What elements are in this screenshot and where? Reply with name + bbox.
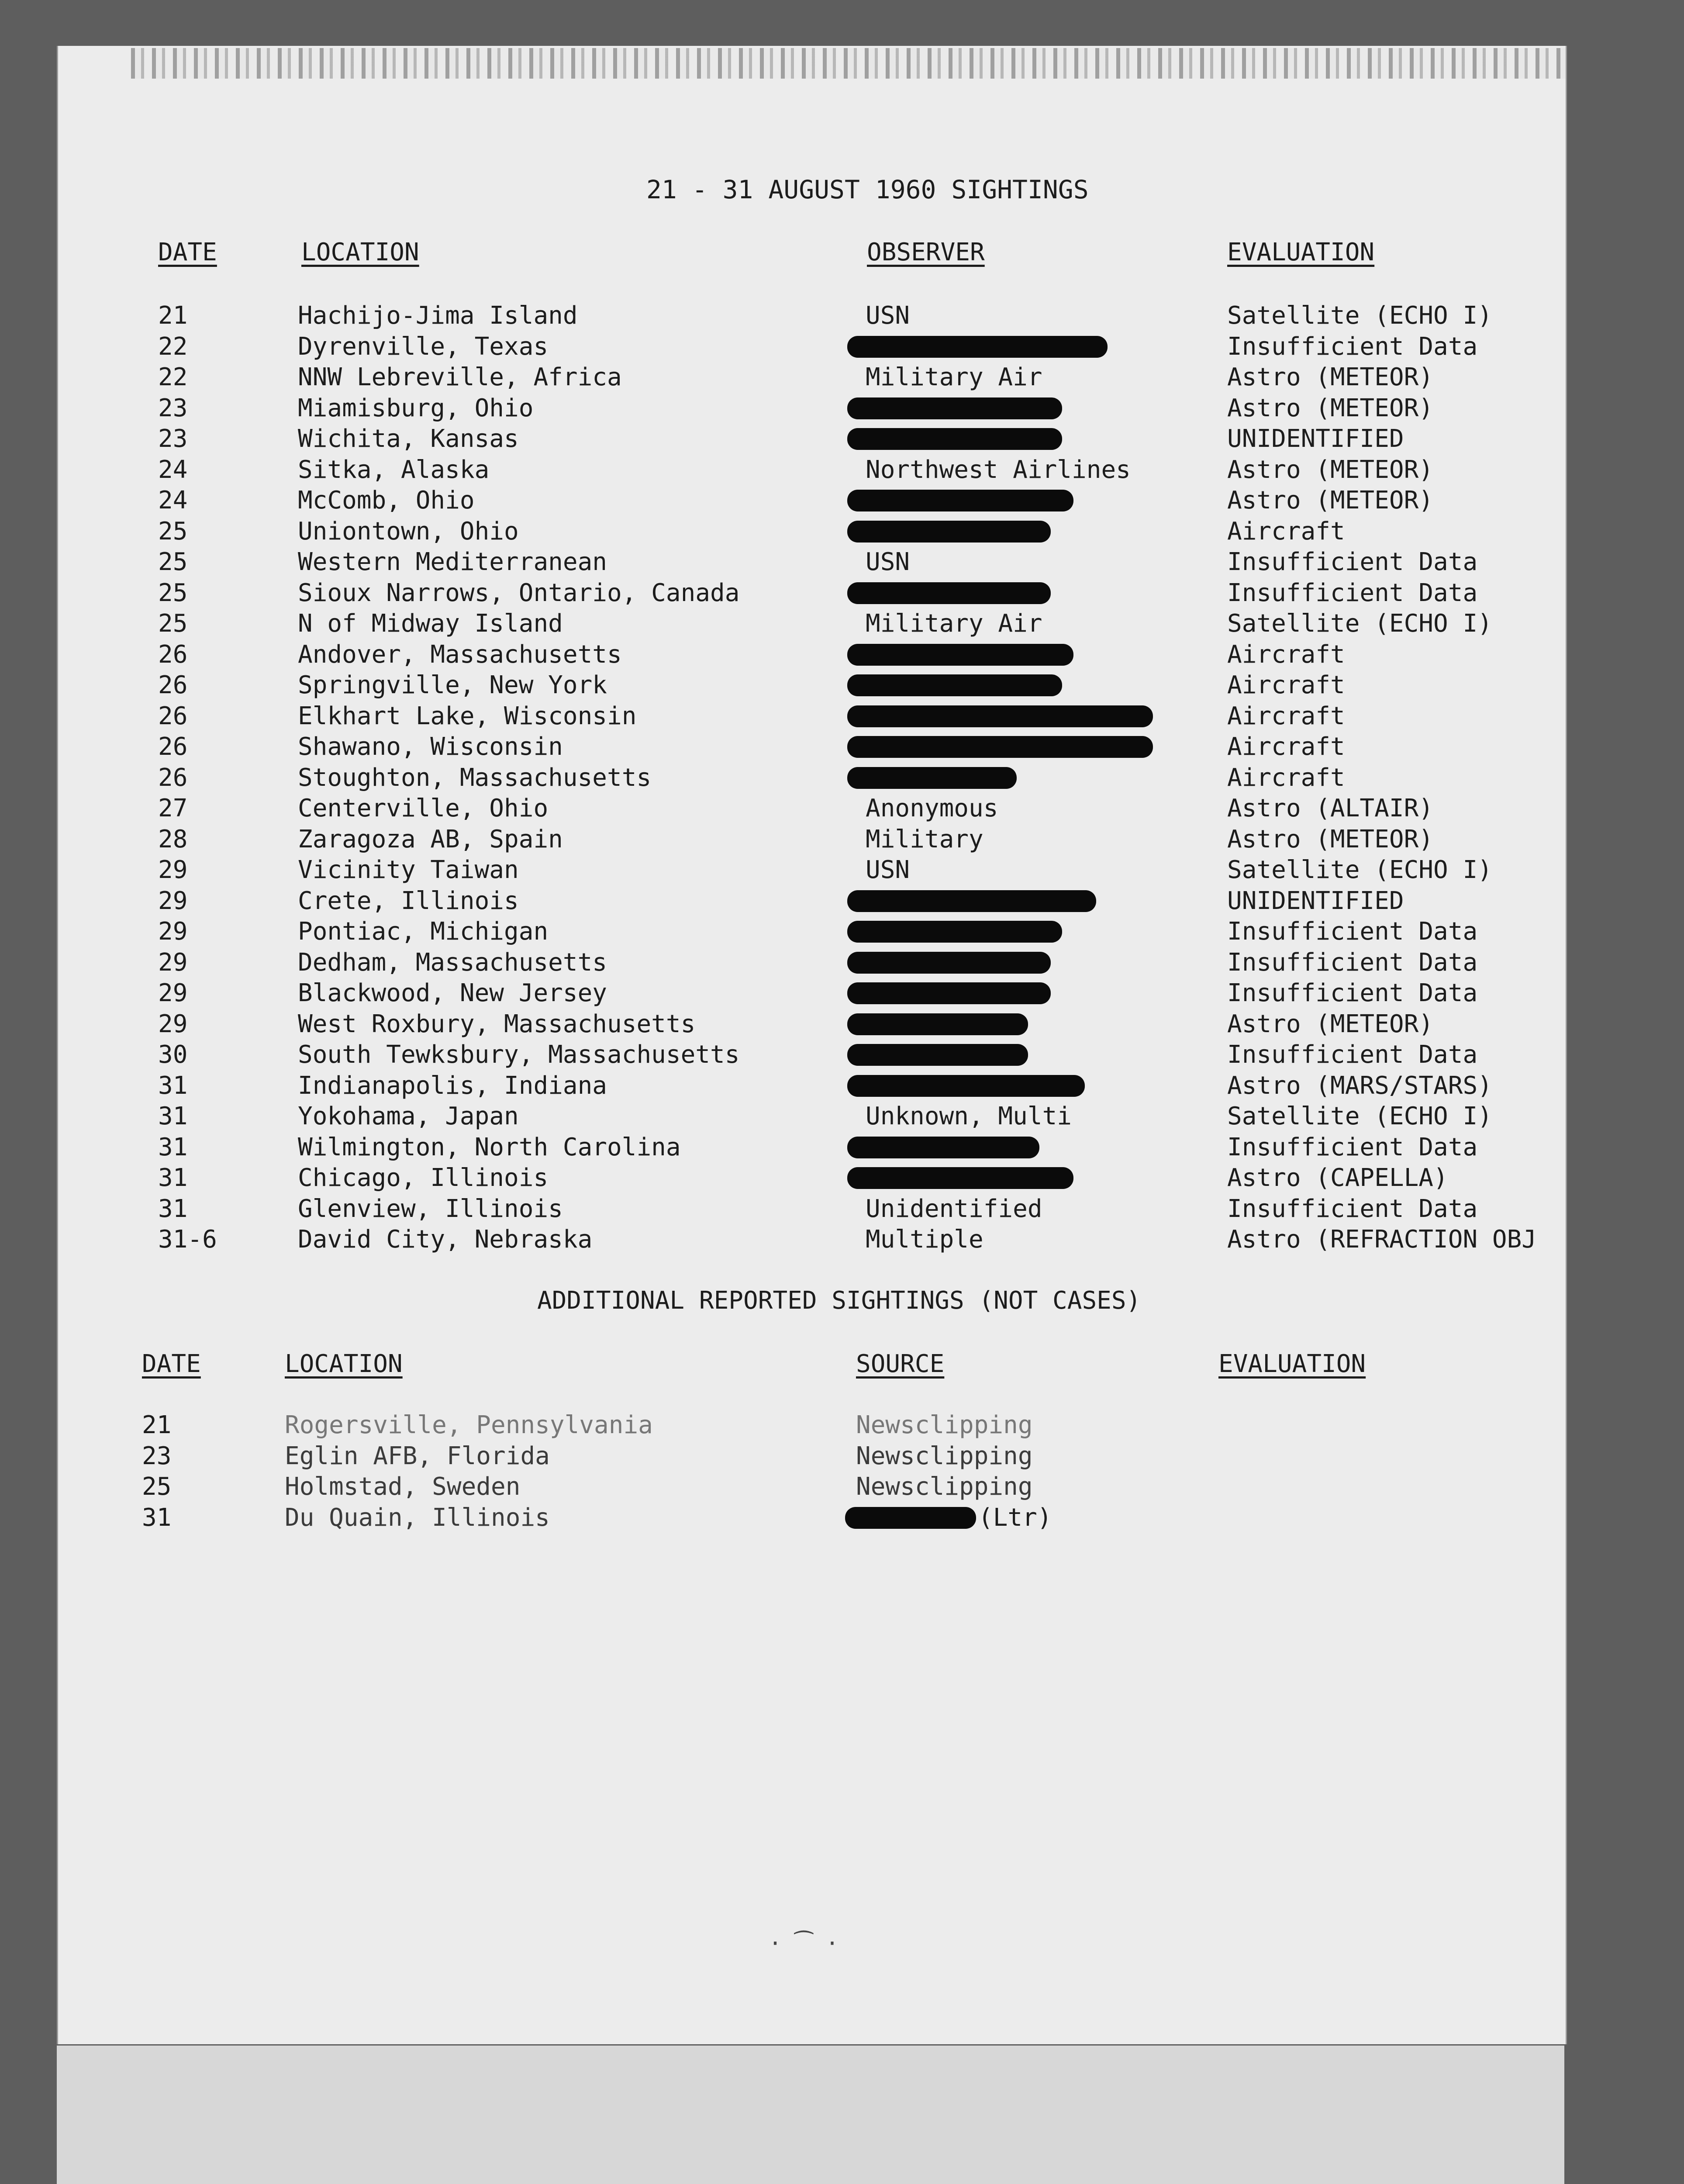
- row-evaluation: Aircraft: [1227, 702, 1345, 730]
- row-date: 31-6: [158, 1225, 217, 1254]
- redaction-bar: [847, 397, 1062, 419]
- table-row: [0, 702, 1684, 733]
- additional-location: Rogersville, Pennsylvania: [285, 1411, 653, 1439]
- row-evaluation: Insufficient Data: [1227, 979, 1478, 1007]
- table-row: [0, 1225, 1684, 1256]
- row-evaluation: Insufficient Data: [1227, 578, 1478, 607]
- row-evaluation: Aircraft: [1227, 671, 1345, 699]
- row-location: Western Mediterranean: [298, 548, 607, 576]
- additional-location: Holmstad, Sweden: [285, 1472, 521, 1501]
- table-row: [0, 671, 1684, 702]
- row-location: Hachijo-Jima Island: [298, 301, 578, 330]
- row-evaluation: Insufficient Data: [1227, 948, 1478, 977]
- row-location: Dedham, Massachusetts: [298, 948, 607, 977]
- redaction-bar: [847, 582, 1051, 604]
- row-location: Dyrenville, Texas: [298, 332, 549, 361]
- row-observer: USN: [866, 856, 910, 884]
- row-location: McComb, Ohio: [298, 486, 475, 515]
- row-location: Andover, Massachusetts: [298, 640, 622, 669]
- row-evaluation: Astro (METEOR): [1227, 363, 1434, 391]
- row-location: Centerville, Ohio: [298, 794, 549, 822]
- row-evaluation: Astro (REFRACTION OBJ: [1227, 1225, 1537, 1254]
- redaction-bar: [845, 1507, 976, 1529]
- header-evaluation: EVALUATION: [1227, 238, 1375, 266]
- row-date: 27: [158, 794, 188, 822]
- row-observer: Multiple: [866, 1225, 983, 1254]
- row-evaluation: Astro (METEOR): [1227, 455, 1434, 484]
- table-row: [0, 609, 1684, 640]
- row-location: Glenview, Illinois: [298, 1194, 563, 1223]
- row-date: 29: [158, 1009, 188, 1038]
- row-evaluation: Satellite (ECHO I): [1227, 301, 1492, 330]
- header-observer: OBSERVER: [867, 238, 985, 266]
- row-observer: Unidentified: [866, 1194, 1042, 1223]
- row-evaluation: Insufficient Data: [1227, 1194, 1478, 1223]
- additional-source: Newsclipping: [856, 1441, 1033, 1470]
- additional-date: 23: [142, 1441, 172, 1470]
- table-row: [0, 1195, 1684, 1225]
- redaction-bar: [847, 1044, 1028, 1066]
- row-date: 21: [158, 301, 188, 330]
- row-location: Shawano, Wisconsin: [298, 733, 563, 761]
- row-location: Blackwood, New Jersey: [298, 979, 607, 1007]
- table-row: [0, 332, 1684, 363]
- table-row: [0, 979, 1684, 1009]
- row-evaluation: Astro (ALTAIR): [1227, 794, 1434, 822]
- table-row: [0, 394, 1684, 425]
- table-row: [0, 640, 1684, 671]
- add-header-date: DATE: [142, 1350, 201, 1378]
- row-date: 29: [158, 856, 188, 884]
- row-date: 29: [158, 886, 188, 915]
- row-date: 31: [158, 1164, 188, 1192]
- row-evaluation: Insufficient Data: [1227, 1133, 1478, 1161]
- row-location: South Tewksbury, Massachusetts: [298, 1040, 740, 1069]
- row-location: Stoughton, Massachusetts: [298, 763, 652, 792]
- row-location: West Roxbury, Massachusetts: [298, 1009, 696, 1038]
- table-row: [0, 301, 1684, 332]
- row-evaluation: Astro (METEOR): [1227, 486, 1434, 515]
- row-date: 22: [158, 363, 188, 391]
- row-evaluation: Aircraft: [1227, 733, 1345, 761]
- page-mark: · ⁀ ·: [769, 1931, 839, 1956]
- row-date: 22: [158, 332, 188, 361]
- additional-row: [0, 1503, 1684, 1534]
- row-date: 31: [158, 1194, 188, 1223]
- additional-location: Du Quain, Illinois: [285, 1503, 550, 1532]
- row-evaluation: Satellite (ECHO I): [1227, 1102, 1492, 1130]
- table-row: [0, 1010, 1684, 1040]
- redaction-bar: [847, 428, 1062, 450]
- scan-noise: [131, 48, 1566, 79]
- table-row: [0, 794, 1684, 825]
- row-date: 29: [158, 979, 188, 1007]
- row-location: Zaragoza AB, Spain: [298, 825, 563, 854]
- row-location: David City, Nebraska: [298, 1225, 593, 1254]
- row-date: 25: [158, 517, 188, 546]
- row-location: NNW Lebreville, Africa: [298, 363, 622, 391]
- row-evaluation: Aircraft: [1227, 517, 1345, 546]
- row-evaluation: Insufficient Data: [1227, 1040, 1478, 1069]
- table-row: [0, 948, 1684, 979]
- table-row: [0, 456, 1684, 486]
- redaction-bar: [847, 952, 1051, 974]
- row-date: 23: [158, 394, 188, 422]
- redaction-bar: [847, 921, 1062, 943]
- row-observer: Military Air: [866, 609, 1042, 638]
- row-evaluation: Astro (METEOR): [1227, 825, 1434, 854]
- row-date: 29: [158, 948, 188, 977]
- row-location: Pontiac, Michigan: [298, 917, 549, 946]
- row-observer: Anonymous: [866, 794, 998, 822]
- row-date: 29: [158, 917, 188, 946]
- additional-date: 31: [142, 1503, 172, 1532]
- row-evaluation: Astro (METEOR): [1227, 394, 1434, 422]
- row-evaluation: UNIDENTIFIED: [1227, 425, 1404, 453]
- row-date: 28: [158, 825, 188, 854]
- table-row: [0, 425, 1684, 455]
- row-observer: Northwest Airlines: [866, 455, 1131, 484]
- redaction-bar: [847, 521, 1051, 543]
- table-row: [0, 764, 1684, 794]
- row-location: Springville, New York: [298, 671, 607, 699]
- row-date: 23: [158, 425, 188, 453]
- add-header-source: SOURCE: [856, 1350, 945, 1378]
- header-date: DATE: [158, 238, 217, 266]
- row-evaluation: Satellite (ECHO I): [1227, 856, 1492, 884]
- additional-date: 25: [142, 1472, 172, 1501]
- redaction-bar: [847, 674, 1062, 696]
- table-row: [0, 517, 1684, 548]
- redaction-bar: [847, 490, 1073, 511]
- redaction-bar: [847, 890, 1096, 912]
- additional-location: Eglin AFB, Florida: [285, 1441, 550, 1470]
- table-row: [0, 1102, 1684, 1133]
- row-location: Vicinity Taiwan: [298, 856, 519, 884]
- additional-row: [0, 1411, 1684, 1441]
- redaction-bar: [847, 1013, 1028, 1035]
- table-row: [0, 486, 1684, 517]
- row-evaluation: Insufficient Data: [1227, 917, 1478, 946]
- table-row: [0, 548, 1684, 578]
- row-date: 26: [158, 702, 188, 730]
- row-observer: USN: [866, 301, 910, 330]
- row-evaluation: Astro (MARS/STARS): [1227, 1071, 1492, 1100]
- table-row: [0, 1164, 1684, 1194]
- row-evaluation: Satellite (ECHO I): [1227, 609, 1492, 638]
- row-date: 25: [158, 578, 188, 607]
- row-observer: Unknown, Multi: [866, 1102, 1072, 1130]
- row-observer: Military: [866, 825, 983, 854]
- table-row: [0, 733, 1684, 763]
- table-row: [0, 1133, 1684, 1164]
- table-row: [0, 887, 1684, 917]
- redaction-bar: [847, 736, 1153, 758]
- row-location: Sitka, Alaska: [298, 455, 490, 484]
- table-row: [0, 1040, 1684, 1071]
- additional-source: Newsclipping: [856, 1411, 1033, 1439]
- row-evaluation: Aircraft: [1227, 640, 1345, 669]
- row-location: N of Midway Island: [298, 609, 563, 638]
- redaction-bar: [847, 644, 1073, 666]
- redaction-bar: [847, 336, 1108, 358]
- additional-row: [0, 1472, 1684, 1503]
- page-title: 21 - 31 AUGUST 1960 SIGHTINGS: [646, 175, 1089, 204]
- row-date: 24: [158, 455, 188, 484]
- row-date: 31: [158, 1071, 188, 1100]
- additional-date: 21: [142, 1411, 172, 1439]
- header-location: LOCATION: [301, 238, 419, 266]
- add-header-evaluation: EVALUATION: [1218, 1350, 1366, 1378]
- row-date: 25: [158, 609, 188, 638]
- row-date: 26: [158, 763, 188, 792]
- add-header-location: LOCATION: [285, 1350, 403, 1378]
- row-date: 31: [158, 1102, 188, 1130]
- row-date: 25: [158, 548, 188, 576]
- redaction-bar: [847, 982, 1051, 1004]
- row-observer: Military Air: [866, 363, 1042, 391]
- row-location: Uniontown, Ohio: [298, 517, 519, 546]
- table-row: [0, 825, 1684, 856]
- table-row: [0, 1071, 1684, 1102]
- table-row: [0, 917, 1684, 948]
- table-row: [0, 363, 1684, 394]
- additional-source: Newsclipping: [856, 1472, 1033, 1501]
- row-evaluation: Astro (METEOR): [1227, 1009, 1434, 1038]
- row-evaluation: Aircraft: [1227, 763, 1345, 792]
- row-evaluation: UNIDENTIFIED: [1227, 886, 1404, 915]
- row-date: 26: [158, 640, 188, 669]
- row-location: Chicago, Illinois: [298, 1164, 549, 1192]
- lower-margin: [57, 2046, 1564, 2184]
- row-date: 26: [158, 733, 188, 761]
- redaction-bar: [847, 767, 1017, 789]
- row-evaluation: Insufficient Data: [1227, 332, 1478, 361]
- redaction-bar: [847, 705, 1153, 727]
- row-observer: USN: [866, 548, 910, 576]
- row-date: 26: [158, 671, 188, 699]
- row-location: Indianapolis, Indiana: [298, 1071, 607, 1100]
- row-date: 24: [158, 486, 188, 515]
- additional-row: [0, 1442, 1684, 1472]
- redaction-bar: [847, 1137, 1039, 1158]
- row-location: Sioux Narrows, Ontario, Canada: [298, 578, 740, 607]
- row-evaluation: Astro (CAPELLA): [1227, 1164, 1448, 1192]
- row-location: Yokohama, Japan: [298, 1102, 519, 1130]
- row-date: 31: [158, 1133, 188, 1161]
- row-location: Wilmington, North Carolina: [298, 1133, 681, 1161]
- table-row: [0, 579, 1684, 609]
- additional-title: ADDITIONAL REPORTED SIGHTINGS (NOT CASES): [537, 1286, 1141, 1315]
- redaction-bar: [847, 1075, 1085, 1097]
- additional-source: (Ltr): [978, 1503, 1052, 1532]
- row-location: Wichita, Kansas: [298, 425, 519, 453]
- row-evaluation: Insufficient Data: [1227, 548, 1478, 576]
- row-location: Crete, Illinois: [298, 886, 519, 915]
- row-date: 30: [158, 1040, 188, 1069]
- table-row: [0, 856, 1684, 886]
- row-location: Elkhart Lake, Wisconsin: [298, 702, 637, 730]
- row-location: Miamisburg, Ohio: [298, 394, 534, 422]
- redaction-bar: [847, 1167, 1073, 1189]
